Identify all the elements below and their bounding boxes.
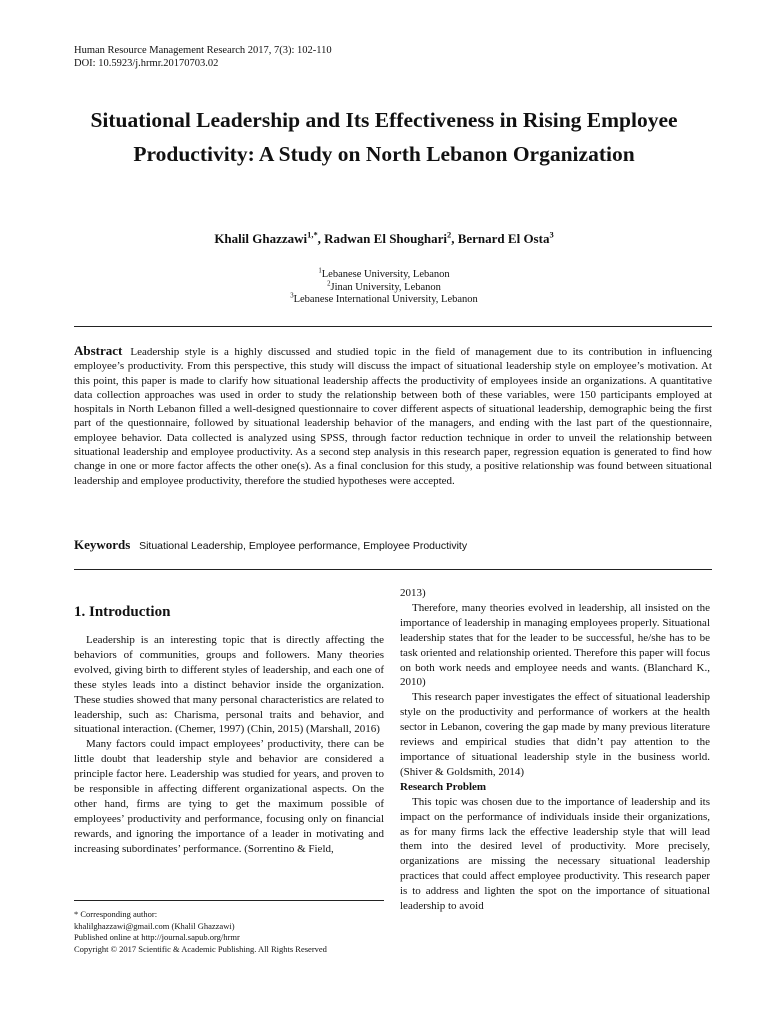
body-paragraph: Therefore, many theories evolved in leadership, all insisted on the importance of leadership in managing employees properly. Situational leadership states that for the leader to be successful, he/she has to be task oriented and relationship oriented. Therefore this paper will focus on both work needs and employee needs and wants. (Blanchard K., 2010) [400, 601, 710, 689]
subsection-heading: Research Problem [400, 780, 487, 793]
keywords-text: Situational Leadership, Employee performance, Employee Productivity [139, 540, 468, 552]
body-paragraph: This research paper investigates the effect of situational leadership style on the productivity and performance of workers at the health sector in Lebanon, covering the gap made by many previous literature reviews and empirical studies that didn’t pay attention to the importance of situational leadership style in the business world. (Shiver & Goldsmith, 2014) [400, 691, 710, 778]
affiliation [60, 294, 708, 307]
affiliation-marker: 3 [290, 292, 294, 300]
abstract [74, 344, 712, 488]
body-paragraph: This topic was chosen due to the importance of leadership and its impact on the performance of individuals inside their organizations, as for many firms lack the effective leadership style that will lead them into the desired level of productivity. More precisely, organizations are missing the necessary situational leadership practices that could affect employee productivity. This research paper is to address and lighten the spot on the importance of situational leadership to avoid [400, 795, 710, 913]
publication-url: Published online at http://journal.sapub.org/hrmr [74, 932, 240, 942]
author-separator: , [451, 231, 458, 246]
affiliation-text: Lebanese International University, Lebanon [293, 294, 478, 305]
abstract-heading: Abstract [74, 343, 123, 358]
author-separator: , [317, 231, 325, 246]
footnotes [74, 909, 394, 955]
right-column [400, 586, 710, 914]
section-divider [74, 569, 712, 570]
affiliation [60, 282, 708, 295]
body-paragraph-continuation: 2013) [400, 587, 426, 599]
copyright-notice: Copyright © 2017 Scientific & Academic Publishing. All Rights Reserved [74, 943, 327, 954]
journal-header [74, 44, 332, 70]
affiliation-marker: 2 [327, 280, 331, 287]
author-affiliation-marker: 3 [549, 229, 554, 240]
author-list [60, 231, 708, 247]
affiliation-marker: 1 [318, 267, 322, 275]
journal-citation: Human Resource Management Research 2017, 7(3): 102-110 [74, 45, 332, 56]
keywords-heading: Keywords [74, 537, 131, 552]
journal-doi: DOI: 10.5923/j.hrmr.20170703.02 [74, 58, 219, 69]
corresponding-author-note: * Corresponding author: [74, 909, 158, 919]
body-paragraph: Many factors could impact employees’ productivity, there can be little doubt that leadership style and behavior are considered a principle factor here. Leadership was studied for years, and proven to be responsible in affecting different organizational aspects. On the other hand, firms are tying to get the maximum possible of employees’ productivity and performance, focusing only on financial rewards, and ignoring the importance of a leader in motivating and increasing subordinates’ performance. (Sorrentino & Field, [74, 738, 384, 855]
section-divider [74, 326, 712, 327]
author-name: Bernard El Osta [457, 231, 550, 246]
author-name: Khalil Ghazzawi [214, 231, 308, 246]
body-paragraph: Leadership is an interesting topic that is directly affecting the behaviors of communities, groups and followers. Many theories evolved, giving birth to different styles of leadership, and each one of these styles leads into a distinct behavior inside the organization. These studies showed that many personal characteristics are related to leadership, such as: Charisma, personal traits and behavior, and situational interaction. (Chemer, 1997) (Chin, 2015) (Marshall, 2016) [74, 634, 384, 736]
paper-title: Situational Leadership and Its Effectiveness in Rising Employee Productivity: A Study on North Lebanon Organization [90, 108, 678, 166]
affiliation-text: Jinan University, Lebanon [330, 281, 441, 293]
affiliation-text: Lebanese University, Lebanon [321, 269, 450, 280]
author-affiliation-marker: 1,* [307, 229, 318, 240]
corresponding-email: khalilghazzawi@gmail.com (Khalil Ghazzawi) [74, 920, 235, 931]
footnote-divider [74, 900, 384, 901]
affiliation [60, 269, 708, 282]
keywords [74, 537, 712, 553]
abstract-text: Leadership style is a highly discussed and studied topic in the field of management due to its contribution in influencing employee’s productivity. From this perspective, this study will discuss the impact of situational leadership style on employee’s motivation. At this point, this paper is made to clarify how situational leadership affects the productivity of employees inside an organizations. A quantitative data collection approaches was used in order to study the relationship between both of these variables, were 150 participants employed at hospitals in North Lebanon filled a well-designed questionnaire to cover different aspects of situational leadership, demographic being the first part of the questionnaire, followed by situational leadership behavior of the managers, and ending with the last part of the questionnaire, employee behavior. Data collected is analyzed using SPSS, through factor reduction technique in order to unveil the relationship between situational leadership and employee productivity. As a second step analysis in this research paper, regression equation is generated to find how change in one or more factor affects the other one(s). As a final conclusion for this study, a positive relationship was found between situational leadership and employee productivity, therefore the studied hypotheses were accepted. [74, 346, 712, 487]
affiliation-list [60, 269, 708, 307]
left-column [74, 603, 384, 857]
author-affiliation-marker: 2 [447, 229, 452, 240]
section-title: 1. Introduction [74, 604, 171, 620]
author-name: Radwan El Shoughari [324, 231, 447, 246]
